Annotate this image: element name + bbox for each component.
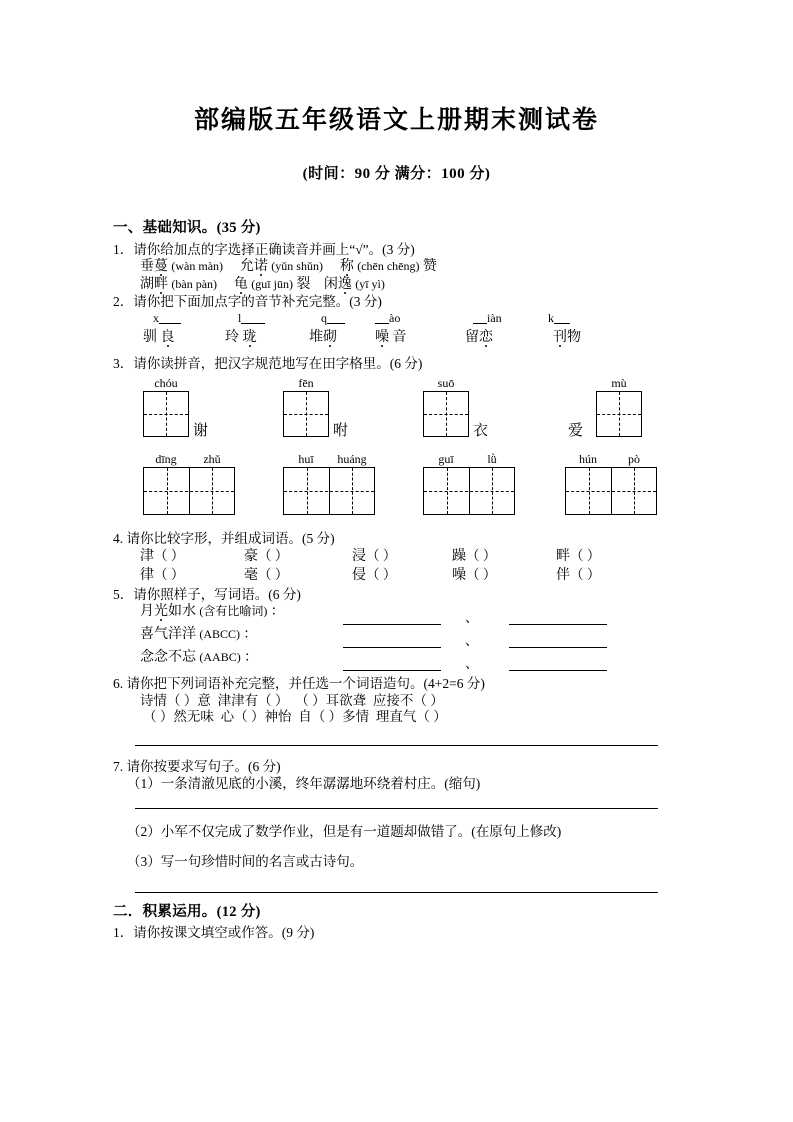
q4-item[interactable]: 豪（ ） [244, 547, 289, 564]
question-3-grid-row-2 [113, 452, 733, 528]
question-1-prompt: 1．请你给加点的字选择正确读音并画上“√”。(3 分) [113, 241, 415, 257]
q4-item[interactable]: 律（ ） [140, 566, 185, 583]
q2-word: 堆砌 [309, 329, 337, 345]
q2-pinyin-blank-2[interactable]: l [238, 312, 265, 324]
question-5-item [113, 650, 733, 673]
question-6-row-2 [113, 710, 733, 724]
q1-word-suffix: 裂 [296, 277, 311, 292]
tianzige-unit [143, 376, 209, 439]
q5-answer-blank[interactable] [509, 635, 607, 649]
tianzige-pinyin: huī [298, 452, 314, 466]
tianzige-adjacent-char: 爱 [568, 423, 584, 439]
q1-options[interactable]: (yǔn shǔn) [271, 259, 323, 273]
question-6-prompt: 6. 请你把下列词语补充完整，并任选一个词语造句。(4+2=6 分) [113, 676, 485, 691]
q2-pinyin-blank-6[interactable]: k [548, 312, 570, 324]
q5-note: (AABC) [199, 650, 241, 664]
q4-item[interactable]: 津（ ） [140, 547, 185, 564]
tianzige-pinyin: suō [437, 376, 455, 390]
emphasis-char: 龟 [233, 277, 248, 292]
tianzige-unit [565, 452, 657, 515]
question-4-prompt: 4. 请你比较字形，并组成词语。(5 分) [113, 531, 335, 546]
q1-word: 垂蔓 [140, 259, 168, 274]
section-1-heading: 一、基础知识。(35 分) [113, 220, 261, 236]
q6-item[interactable]: 津津有（ ） [217, 692, 289, 708]
question-7-item-1: （1）一条清澈见底的小溪，终年潺潺地环绕着村庄。(缩句) [127, 776, 481, 791]
q6-item[interactable]: 诗情（ ）意 [140, 692, 211, 708]
q6-item[interactable]: 自（ ）多情 [298, 709, 370, 724]
tianzige-pinyin: guī [438, 452, 454, 466]
question-7-item-3: （3）写一句珍惜时间的名言或古诗句。 [127, 854, 364, 869]
question-5-prompt: 5．请你照样子，写词语。(6 分) [113, 586, 301, 602]
question-5-item [113, 627, 733, 650]
question-1-line-1 [113, 259, 733, 274]
q4-item[interactable]: 浸（ ） [352, 547, 397, 564]
tianzige-pinyin: pò [628, 452, 640, 466]
q1-options[interactable]: (yī yì) [355, 277, 385, 291]
q6-item[interactable]: 理直气（ ） [375, 709, 447, 724]
tianzige-unit [423, 376, 489, 439]
tianzige-box[interactable] [596, 391, 642, 437]
q4-item[interactable]: 伴（ ） [556, 566, 601, 583]
tianzige-pinyin-pair [423, 452, 515, 467]
q4-item[interactable]: 毫（ ） [244, 566, 289, 583]
tianzige-box[interactable] [423, 391, 469, 437]
q5-note: (ABCC) [199, 627, 241, 641]
q5-colon: ： [270, 603, 285, 618]
question-4-row-1 [113, 549, 733, 564]
exam-meta: (时间：90 分 满分：100 分) [302, 166, 491, 182]
tianzige-pinyin: lǜ [487, 452, 497, 466]
question-5-item [113, 604, 733, 627]
q1-word: 湖畔 [140, 277, 168, 292]
q4-item[interactable]: 噪（ ） [452, 566, 497, 583]
q5-answer-blank[interactable] [343, 658, 441, 672]
tianzige-box[interactable] [283, 467, 375, 515]
question-2-words [113, 331, 733, 353]
q5-separator: 、 [465, 632, 479, 648]
q1-options[interactable]: (guī jūn) [251, 277, 293, 291]
q2-pinyin-blank-3[interactable]: q [321, 312, 345, 324]
tianzige-unit [423, 452, 515, 515]
q5-separator: 、 [465, 655, 479, 671]
q2-word: 驯 良 [143, 329, 175, 345]
q4-item[interactable]: 躁（ ） [452, 547, 497, 564]
q5-colon: ： [244, 649, 258, 664]
question-7-prompt: 7. 请你按要求写句子。(6 分) [113, 758, 281, 774]
tianzige-box[interactable] [283, 391, 329, 437]
q5-note: (含有比喻词) [199, 604, 268, 618]
tianzige-unit [568, 376, 642, 437]
tianzige-pinyin: chóu [154, 376, 178, 390]
q2-word: 留恋 [465, 329, 493, 345]
q2-word: 噪 音 [375, 329, 407, 345]
tianzige-pinyin: zhǔ [203, 452, 221, 466]
q5-answer-blank[interactable] [343, 635, 441, 649]
tianzige-unit [283, 376, 349, 439]
tianzige-box[interactable] [423, 467, 515, 515]
tianzige-pinyin-pair [565, 452, 657, 467]
question-4-row-2 [113, 568, 733, 583]
q1-options[interactable]: (wàn màn) [171, 259, 224, 273]
exam-body [0, 221, 793, 940]
q2-pinyin-blank-4[interactable]: ào [375, 312, 400, 324]
q4-item[interactable]: 畔（ ） [556, 547, 601, 564]
q5-sample: 念念不忘 [140, 650, 196, 665]
tianzige-pinyin: huáng [337, 452, 367, 466]
q6-item[interactable]: （ ）然无味 [143, 709, 214, 724]
q2-word: 刊物 [553, 329, 581, 345]
question-2-pinyin-blanks [113, 312, 733, 331]
q5-sample: 月光如水 [140, 604, 196, 619]
q5-sample: 喜气洋洋 [140, 627, 196, 642]
tianzige-adjacent-char: 咐 [333, 423, 349, 439]
q1-options[interactable]: (chēn chēng) [357, 259, 420, 273]
question-1-line-2 [113, 277, 733, 292]
emphasis-char: 称 [339, 259, 354, 274]
q6-item[interactable]: 应接不（ ） [372, 692, 444, 708]
emphasis-char: 蔓 [154, 259, 168, 274]
q1-options[interactable]: (bàn pàn) [171, 277, 218, 291]
q5-answer-blank[interactable] [509, 612, 607, 626]
q1-word: 允诺 [239, 259, 268, 274]
tianzige-box[interactable] [565, 467, 657, 515]
page-title: 部编版五年级语文上册期末测试卷 [193, 107, 599, 134]
tianzige-box[interactable] [143, 391, 189, 437]
emphasis-char: 诺 [253, 259, 268, 274]
q4-item[interactable]: 侵（ ） [352, 566, 397, 583]
q2-word: 玲 珑 [225, 329, 257, 345]
tianzige-pinyin-pair [143, 452, 235, 467]
section-2-heading: 二．积累运用。(12 分) [113, 903, 261, 920]
q2-pinyin-blank-5[interactable]: iàn [473, 312, 502, 324]
tianzige-adjacent-char: 谢 [193, 423, 209, 439]
q5-separator: 、 [465, 609, 479, 625]
tianzige-unit [283, 452, 375, 515]
tianzige-pinyin: fēn [298, 376, 314, 390]
question-6-row-1 [113, 694, 733, 708]
q5-colon: ： [243, 626, 257, 641]
tianzige-unit [143, 452, 235, 515]
q5-answer-blank[interactable] [509, 658, 607, 672]
tianzige-pinyin: dīng [155, 452, 177, 466]
tianzige-pinyin: hún [579, 452, 597, 466]
q6-item[interactable]: （ ）耳欲聋 [295, 692, 367, 708]
q5-answer-blank[interactable] [343, 612, 441, 626]
tianzige-adjacent-char: 衣 [473, 423, 489, 439]
emphasis-char: 逸 [337, 277, 352, 292]
question-2-prompt: 2．请你把下面加点字的音节补充完整。(3 分) [113, 294, 382, 309]
question-3-grid-row-1 [113, 376, 733, 450]
q1-word: 闲逸 [323, 277, 352, 292]
question-7-item-2: （2）小军不仅完成了数学作业，但是有一道题却做错了。(在原句上修改) [127, 823, 562, 839]
tianzige-box[interactable] [143, 467, 235, 515]
tianzige-pinyin: mù [611, 376, 627, 390]
q2-pinyin-blank-1[interactable]: x [153, 312, 181, 324]
tianzige-pinyin-pair [283, 452, 375, 467]
q6-item[interactable]: 心（ ）神怡 [220, 709, 292, 724]
section-2-question-1-prompt: 1．请你按课文填空或作答。(9 分) [113, 925, 315, 940]
q1-word-suffix: 赞 [422, 259, 437, 274]
emphasis-char: 畔 [154, 277, 168, 292]
question-3-prompt: 3．请你读拼音，把汉字规范地写在田字格里。(6 分) [113, 355, 423, 371]
